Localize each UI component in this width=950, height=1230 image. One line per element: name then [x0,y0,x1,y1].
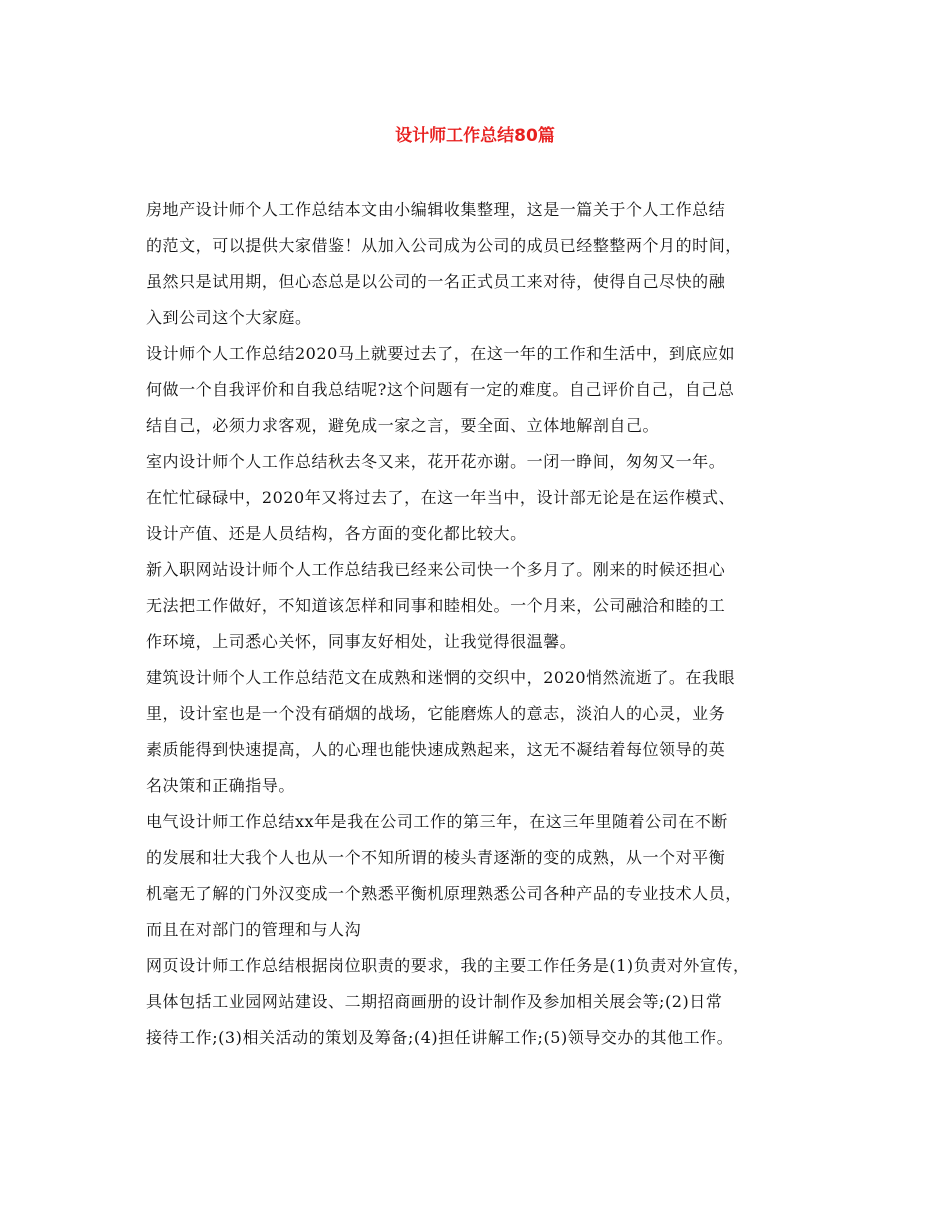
text-line: 虽然只是试用期，但心态总是以公司的一名正式员工来对待，使得自己尽快的融 [146,272,726,291]
paragraph-architect-designer [146,660,826,804]
text-line: 新入职网站设计师个人工作总结我已经来公司快一个多月了。刚来的时候还担心 [146,560,726,579]
text-line: 房地产设计师个人工作总结本文由小编辑收集整理，这是一篇关于个人工作总结 [146,200,726,219]
text-line: 机毫无了解的门外汉变成一个熟悉平衡机原理熟悉公司各种产品的专业技术人员， [146,884,742,903]
paragraph-web-designer-new [146,552,826,660]
text-line: 作环境，上司悉心关怀，同事友好相处，让我觉得很温馨。 [146,632,577,651]
text-line: 的发展和壮大我个人也从一个不知所谓的棱头青逐渐的变的成熟，从一个对平衡 [146,848,726,867]
text-line: 室内设计师个人工作总结秋去冬又来，花开花亦谢。一闭一睁间，匆匆又一年。 [146,452,726,471]
text-line: 而且在对部门的管理和与人沟 [146,920,362,939]
text-line: 结自己，必须力求客观，避免成一家之言，要全面、立体地解剖自己。 [146,416,660,435]
paragraph-designer-personal [146,336,826,444]
text-line: 在忙忙碌碌中，2020年又将过去了，在这一年当中，设计部无论是在运作模式、 [146,488,736,507]
text-line: 接待工作;(3)相关活动的策划及筹备;(4)担任讲解工作;(5)领导交办的其他工作。 [146,1028,734,1047]
text-line: 无法把工作做好，不知道该怎样和同事和睦相处。一个月来，公司融洽和睦的工 [146,596,726,615]
text-line: 素质能得到快速提高，人的心理也能快速成熟起来，这无不凝结着每位领导的英 [146,740,726,759]
text-line: 具体包括工业园网站建设、二期招商画册的设计制作及参加相关展会等;(2)日常 [146,992,723,1011]
paragraph-real-estate-designer [146,192,826,336]
text-line: 入到公司这个大家庭。 [146,308,312,327]
text-line: 网页设计师工作总结根据岗位职责的要求，我的主要工作任务是(1)负责对外宣传， [146,956,750,975]
paragraph-webpage-designer [146,948,826,1056]
text-line: 名决策和正确指导。 [146,776,295,795]
text-line: 电气设计师工作总结xx年是我在公司工作的第三年，在这三年里随着公司在不断 [146,812,728,831]
document-body [146,192,826,1056]
document-title: 设计师工作总结80篇 [395,126,555,146]
paragraph-interior-designer [146,444,826,552]
paragraph-electrical-designer [146,804,826,948]
text-line: 设计师个人工作总结2020马上就要过去了，在这一年的工作和生活中，到底应如 [146,344,736,363]
text-line: 里，设计室也是一个没有硝烟的战场，它能磨炼人的意志，淡泊人的心灵，业务 [146,704,726,723]
text-line: 的范文，可以提供大家借鉴！从加入公司成为公司的成员已经整整两个月的时间， [146,236,742,255]
text-line: 何做一个自我评价和自我总结呢?这个问题有一定的难度。自己评价自己，自己总 [146,380,735,399]
text-line: 设计产值、还是人员结构，各方面的变化都比较大。 [146,524,527,543]
text-line: 建筑设计师个人工作总结范文在成熟和迷惘的交织中，2020悄然流逝了。在我眼 [146,668,736,687]
